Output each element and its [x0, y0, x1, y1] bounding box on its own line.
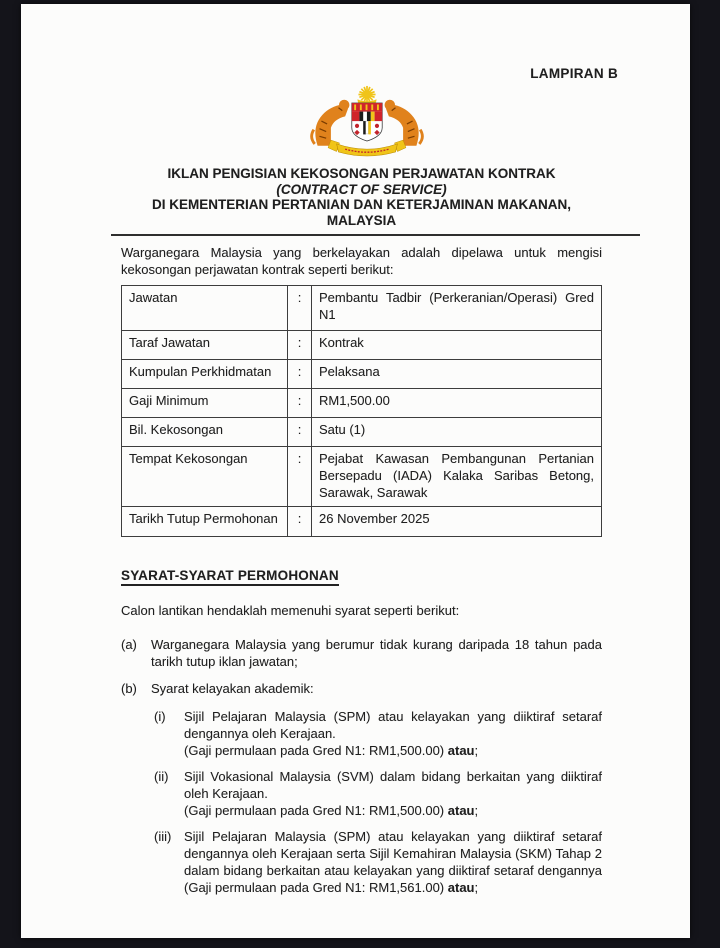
- item-text: Syarat kelayakan akademik:: [151, 681, 314, 696]
- intro-paragraph: Warganegara Malaysia yang berkelayakan adalah dipelawa untuk mengisi kekosongan perjawatan kontrak seperti berikut:: [121, 245, 602, 277]
- row-label: Taraf Jawatan: [122, 331, 288, 360]
- academic-option-iii: [154, 828, 602, 896]
- row-separator: :: [288, 418, 312, 447]
- punctuation: ;: [474, 803, 479, 818]
- row-label: Kumpulan Perkhidmatan: [122, 360, 288, 389]
- tiger-left-icon: [311, 100, 349, 146]
- table-row: [122, 360, 602, 389]
- row-label: Tarikh Tutup Permohonan: [122, 507, 288, 537]
- title-line-3: DI KEMENTERIAN PERTANIAN DAN KETERJAMINAN MAKANAN, MALAYSIA: [151, 197, 571, 228]
- item-marker: (b): [121, 681, 137, 696]
- option-text: Sijil Vokasional Malaysia (SVM) dalam bidang berkaitan yang diiktiraf oleh Kerajaan.: [184, 769, 602, 801]
- tiger-right-icon: [384, 100, 422, 146]
- title-line-1: IKLAN PENGISIAN KEKOSONGAN PERJAWATAN KONTRAK: [167, 166, 556, 181]
- title-line-2: (CONTRACT OF SERVICE): [276, 181, 447, 197]
- requirements-intro: Calon lantikan hendaklah memenuhi syarat seperti berikut:: [121, 603, 460, 618]
- connector-word: atau: [447, 803, 475, 818]
- academic-option-i: [154, 708, 602, 759]
- punctuation: ;: [474, 743, 479, 758]
- shield-icon: [351, 103, 381, 141]
- option-text: Sijil Pelajaran Malaysia (SPM) atau kelayakan yang diiktiraf setaraf dengannya oleh Kerajaan.: [184, 709, 602, 741]
- row-separator: :: [288, 507, 312, 537]
- table-row: [122, 447, 602, 507]
- connector-word: atau: [447, 743, 475, 758]
- table-row: [122, 286, 602, 331]
- option-text: Sijil Pelajaran Malaysia (SPM) atau kelayakan yang diiktiraf setaraf dengannya oleh Kerajaan serta Sijil Kemahiran Malaysia (SKM) Tahap 2 dalam bidang berkaitan atau kelayakan yang diiktiraf setaraf dengannya: [184, 829, 602, 878]
- connector-word: atau: [447, 880, 475, 895]
- row-value: 26 November 2025: [312, 507, 602, 537]
- row-separator: :: [288, 331, 312, 360]
- malaysia-coat-of-arms-icon: [310, 85, 424, 161]
- item-marker: (a): [121, 637, 137, 652]
- row-label: Gaji Minimum: [122, 389, 288, 418]
- academic-option-ii: [154, 768, 602, 819]
- row-separator: :: [288, 286, 312, 331]
- item-text: [184, 828, 602, 896]
- punctuation: ;: [474, 880, 479, 895]
- row-label: Tempat Kekosongan: [122, 447, 288, 507]
- row-label: Jawatan: [122, 286, 288, 331]
- item-marker: (i): [154, 709, 166, 724]
- document-title: [121, 166, 602, 228]
- document-page: [21, 4, 690, 938]
- row-separator: :: [288, 447, 312, 507]
- item-text: [184, 708, 602, 759]
- requirements-heading: SYARAT-SYARAT PERMOHONAN: [121, 568, 339, 586]
- item-marker: (ii): [154, 769, 169, 784]
- document-body: [21, 166, 690, 896]
- row-value: RM1,500.00: [312, 389, 602, 418]
- table-row: [122, 389, 602, 418]
- academic-options-list: [154, 708, 602, 896]
- item-text: Warganegara Malaysia yang berumur tidak kurang daripada 18 tahun pada tarikh tutup iklan jawatan;: [151, 637, 602, 669]
- row-value: Satu (1): [312, 418, 602, 447]
- motto-ribbon-icon: [328, 140, 406, 156]
- requirement-item-a: [121, 636, 602, 670]
- table-row: [122, 507, 602, 537]
- emblem-container: [21, 85, 690, 163]
- annex-label: LAMPIRAN B: [530, 66, 618, 81]
- vacancy-table: [121, 285, 602, 537]
- row-value: Pelaksana: [312, 360, 602, 389]
- salary-note: (Gaji permulaan pada Gred N1: RM1,500.00): [184, 803, 445, 818]
- row-value: Pembantu Tadbir (Perkeranian/Operasi) Gred N1: [312, 286, 602, 331]
- row-separator: :: [288, 360, 312, 389]
- item-marker: (iii): [154, 829, 172, 844]
- requirement-item-b: [121, 680, 602, 697]
- table-row: [122, 418, 602, 447]
- table-row: [122, 331, 602, 360]
- item-text: [184, 768, 602, 819]
- salary-note: (Gaji permulaan pada Gred N1: RM1,561.00): [184, 880, 445, 895]
- row-label: Bil. Kekosongan: [122, 418, 288, 447]
- row-value: Kontrak: [312, 331, 602, 360]
- salary-note: (Gaji permulaan pada Gred N1: RM1,500.00): [184, 743, 445, 758]
- row-value: Pejabat Kawasan Pembangunan Pertanian Bersepadu (IADA) Kalaka Saribas Betong, Sarawak, Sarawak: [312, 447, 602, 507]
- row-separator: :: [288, 389, 312, 418]
- title-divider: [111, 234, 640, 236]
